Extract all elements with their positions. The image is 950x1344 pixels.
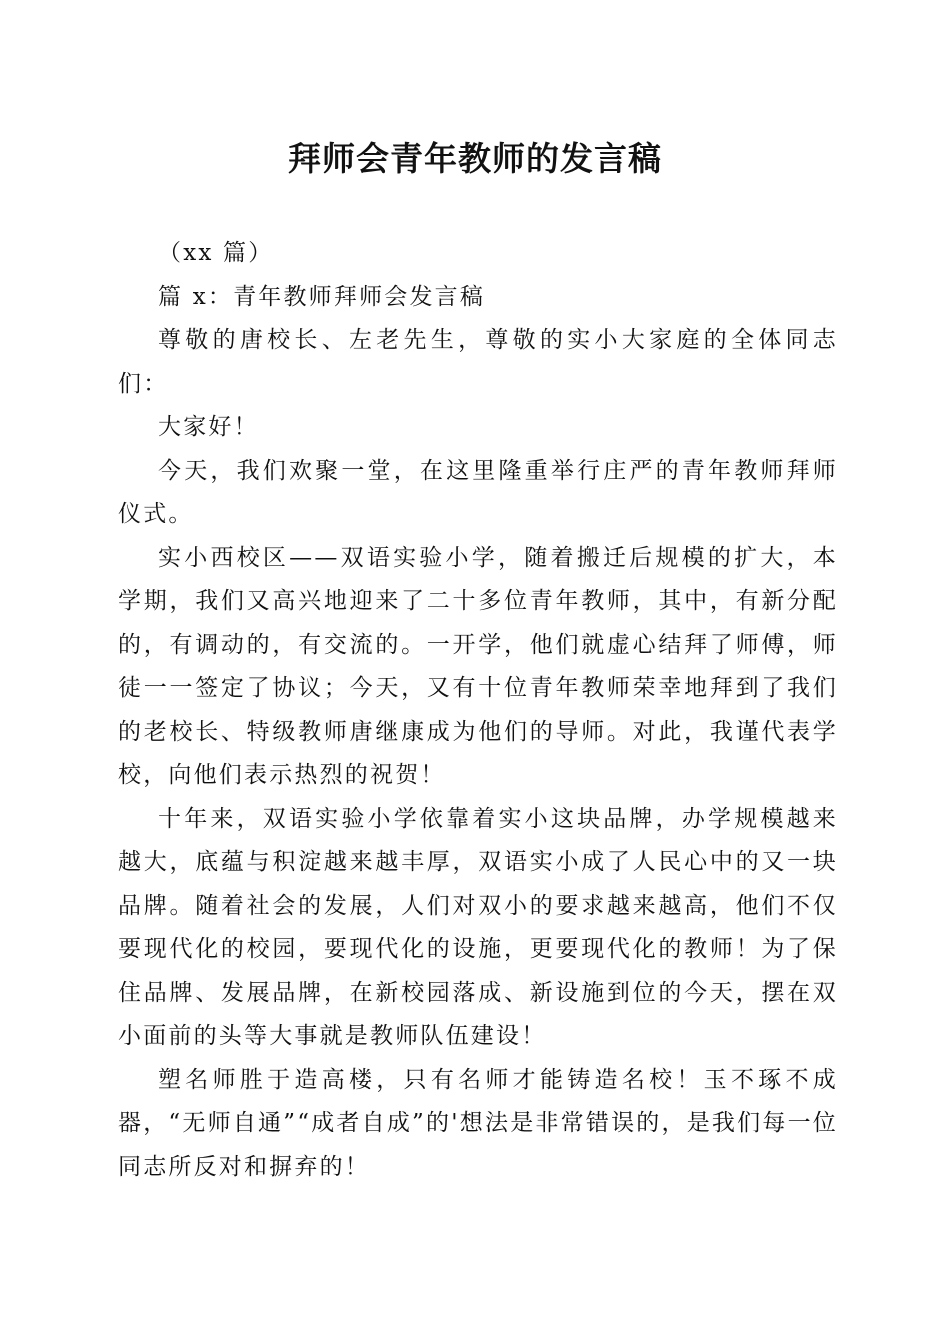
paragraph-history: 十年来，双语实验小学依靠着实小这块品牌，办学规模越来越大，底蕴与积淀越来越丰厚，双语实小成了人民心中的又一块品牌。随着社会的发展，人们对双小的要求越来越高，他们不仅要现代化的校园，要现代化的设施，更要现代化的教师！为了保住品牌、发展品牌，在新校园落成、新设施到位的今天，摆在双小面前的头等大事就是教师队伍建设！ [118,805,838,1049]
paragraph-opening: 今天，我们欢聚一堂，在这里隆重举行庄严的青年教师拜师仪式。 [118,457,838,527]
paragraph-subtitle: 篇 x：青年教师拜师会发言稿 [158,283,486,310]
paragraph-greeting: 大家好！ [158,414,259,440]
paragraph-conclusion: 塑名师胜于造高楼，只有名师才能铸造名校！玉不琢不成器，“无师自通”“成者自成”的'想法是非常错误的，是我们每一位同志所反对和摒弃的！ [118,1066,838,1180]
document-title: 拜师会青年教师的发言稿 [288,139,662,178]
document-body [118,232,838,1189]
paragraph-salutation: 尊敬的唐校长、左老先生，尊敬的实小大家庭的全体同志们： [118,327,838,397]
paragraph-background: 实小西校区——双语实验小学，随着搬迁后规模的扩大，本学期，我们又高兴地迎来了二十多位青年教师，其中，有新分配的，有调动的，有交流的。一开学，他们就虚心结拜了师傅，师徒一一签定了协议；今天，又有十位青年教师荣幸地拜到了我们的老校长、特级教师唐继康成为他们的导师。对此，我谨代表学校，向他们表示热烈的祝贺！ [118,544,838,788]
paragraph-count-note: （xx 篇） [158,240,274,266]
